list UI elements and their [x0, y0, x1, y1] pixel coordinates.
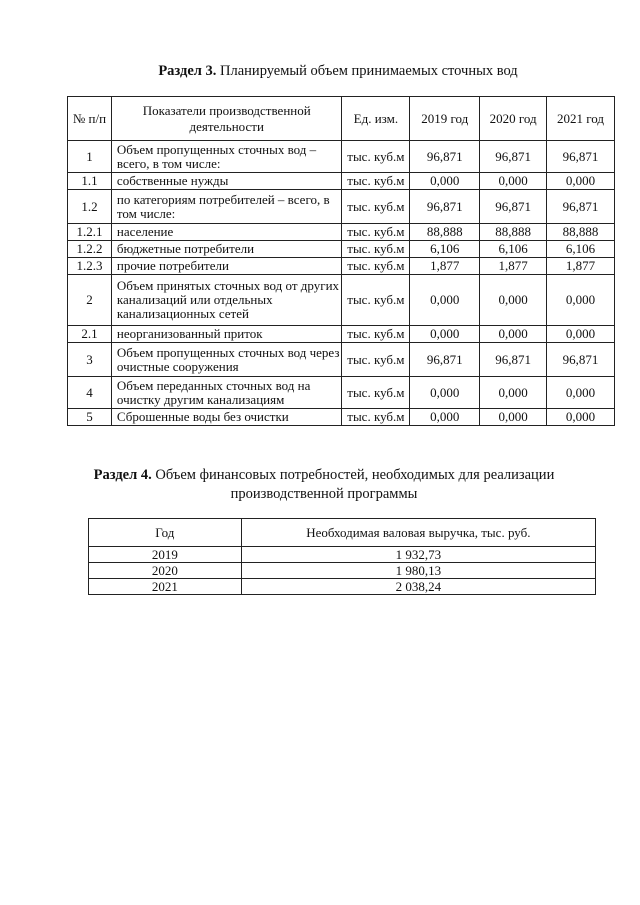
row-name: Объем пропущенных сточных вод – всего, в том числе:	[111, 141, 342, 173]
row-2020: 0,000	[480, 275, 547, 326]
row-name: население	[111, 224, 342, 241]
row-num: 1.2.1	[68, 224, 112, 241]
row-2021: 1,877	[547, 258, 615, 275]
row-2020: 96,871	[480, 141, 547, 173]
row-2020: 0,000	[480, 326, 547, 343]
row-2019: 0,000	[410, 326, 480, 343]
row-num: 1.2.3	[68, 258, 112, 275]
row-2020: 0,000	[480, 173, 547, 190]
table-row	[68, 241, 615, 258]
section-3-title-bold: Раздел 3.	[158, 63, 217, 79]
row-2021: 0,000	[547, 326, 615, 343]
row-2021: 0,000	[547, 275, 615, 326]
row-2019: 0,000	[410, 275, 480, 326]
row-num: 3	[68, 343, 112, 377]
row-2019: 6,106	[410, 241, 480, 258]
header-2021: 2021 год	[547, 97, 615, 141]
header-year: Год	[89, 519, 242, 547]
table-row	[68, 343, 615, 377]
row-2020: 96,871	[480, 343, 547, 377]
header-2020: 2020 год	[480, 97, 547, 141]
table-row	[68, 258, 615, 275]
section-3-table	[67, 96, 615, 426]
table-row	[68, 409, 615, 426]
row-num: 1.2	[68, 190, 112, 224]
row-2019: 1,877	[410, 258, 480, 275]
section-4-title-bold: Раздел 4.	[93, 467, 152, 483]
row-num: 2.1	[68, 326, 112, 343]
header-revenue: Необходимая валовая выручка, тыс. руб.	[241, 519, 595, 547]
row-revenue: 2 038,24	[241, 579, 595, 595]
row-unit: тыс. куб.м	[342, 343, 410, 377]
row-unit: тыс. куб.м	[342, 141, 410, 173]
row-revenue: 1 980,13	[241, 563, 595, 579]
row-2020: 6,106	[480, 241, 547, 258]
row-2019: 96,871	[410, 343, 480, 377]
row-2020: 1,877	[480, 258, 547, 275]
row-2021: 96,871	[547, 190, 615, 224]
row-year: 2019	[89, 547, 242, 563]
header-indicator: Показатели производственной деятельности	[111, 97, 342, 141]
table-row	[89, 547, 596, 563]
row-num: 2	[68, 275, 112, 326]
row-unit: тыс. куб.м	[342, 241, 410, 258]
row-name: собственные нужды	[111, 173, 342, 190]
row-year: 2021	[89, 579, 242, 595]
row-name: Сброшенные воды без очистки	[111, 409, 342, 426]
row-unit: тыс. куб.м	[342, 409, 410, 426]
table-header-row	[89, 519, 596, 547]
row-2019: 88,888	[410, 224, 480, 241]
row-name: по категориям потребителей – всего, в том числе:	[111, 190, 342, 224]
row-2019: 0,000	[410, 377, 480, 409]
row-num: 4	[68, 377, 112, 409]
section-3-title	[18, 62, 640, 81]
row-unit: тыс. куб.м	[342, 377, 410, 409]
header-2019: 2019 год	[410, 97, 480, 141]
row-2019: 0,000	[410, 409, 480, 426]
table-row	[68, 224, 615, 241]
table-row	[68, 275, 615, 326]
row-2021: 0,000	[547, 377, 615, 409]
row-unit: тыс. куб.м	[342, 190, 410, 224]
section-4-title-line2: производственной программы	[230, 486, 418, 502]
row-name: прочие потребители	[111, 258, 342, 275]
row-2020: 96,871	[480, 190, 547, 224]
row-2021: 96,871	[547, 343, 615, 377]
header-num: № п/п	[68, 97, 112, 141]
row-2021: 0,000	[547, 173, 615, 190]
row-name: Объем переданных сточных вод на очистку другим канализациям	[111, 377, 342, 409]
row-unit: тыс. куб.м	[342, 173, 410, 190]
row-name: неорганизованный приток	[111, 326, 342, 343]
row-name: Объем пропущенных сточных вод через очистные сооружения	[111, 343, 342, 377]
row-num: 1.1	[68, 173, 112, 190]
row-year: 2020	[89, 563, 242, 579]
section-4-table	[88, 518, 596, 595]
row-2019: 96,871	[410, 190, 480, 224]
section-3-title-text: Планируемый объем принимаемых сточных вод	[216, 63, 518, 79]
table-row	[68, 326, 615, 343]
row-2020: 0,000	[480, 377, 547, 409]
section-4-title-line1	[4, 466, 640, 485]
row-num: 5	[68, 409, 112, 426]
row-num: 1.2.2	[68, 241, 112, 258]
table-header-row	[68, 97, 615, 141]
section-4-title	[4, 466, 640, 504]
row-2021: 6,106	[547, 241, 615, 258]
table-row	[89, 579, 596, 595]
table-row	[68, 377, 615, 409]
row-unit: тыс. куб.м	[342, 224, 410, 241]
row-unit: тыс. куб.м	[342, 275, 410, 326]
row-2021: 96,871	[547, 141, 615, 173]
table-row	[68, 141, 615, 173]
row-2019: 0,000	[410, 173, 480, 190]
header-unit: Ед. изм.	[342, 97, 410, 141]
row-2021: 0,000	[547, 409, 615, 426]
row-2021: 88,888	[547, 224, 615, 241]
row-revenue: 1 932,73	[241, 547, 595, 563]
row-num: 1	[68, 141, 112, 173]
row-2020: 0,000	[480, 409, 547, 426]
row-unit: тыс. куб.м	[342, 326, 410, 343]
table-row	[68, 190, 615, 224]
row-name: бюджетные потребители	[111, 241, 342, 258]
row-name: Объем принятых сточных вод от других канализаций или отдельных канализационных сетей	[111, 275, 342, 326]
row-2019: 96,871	[410, 141, 480, 173]
row-2020: 88,888	[480, 224, 547, 241]
row-unit: тыс. куб.м	[342, 258, 410, 275]
table-row	[68, 173, 615, 190]
section-4-title-text: Объем финансовых потребностей, необходимых для реализации	[151, 467, 555, 483]
table-row	[89, 563, 596, 579]
